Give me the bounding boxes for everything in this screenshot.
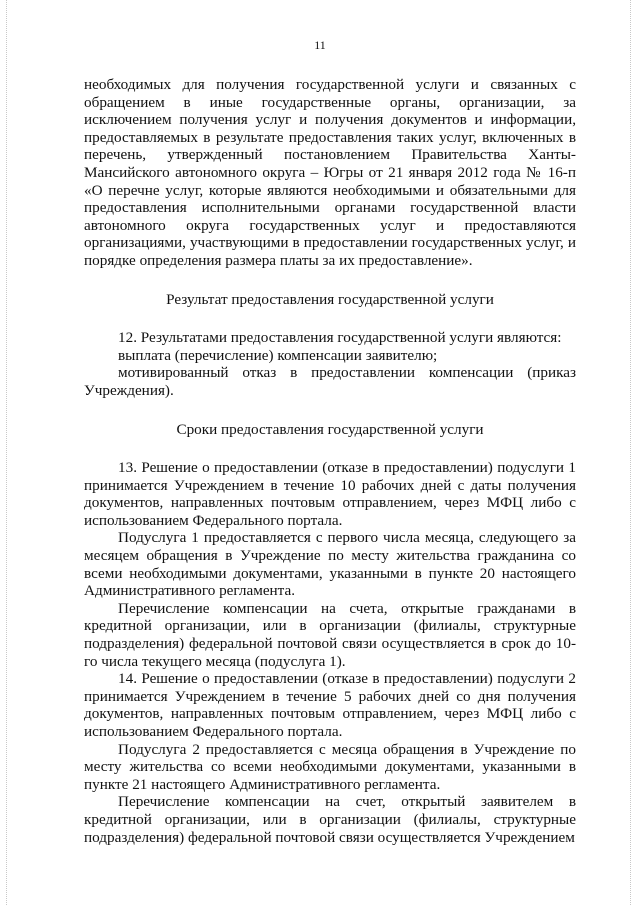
paragraph-12-item-a: выплата (перечисление) компенсации заявителю; — [118, 346, 438, 364]
section-heading-result: Результат предоставления государственной услуги — [166, 290, 494, 308]
left-scan-edge — [6, 0, 8, 905]
paragraph-13-b: Перечисление компенсации на счета, открытые гражданами в кредитной организации, или в организации (филиалы, структурные подразделения) федеральной почтовой связи осуществляется в срок до 10-го числа текущего месяца (подуслуга 1). — [84, 599, 576, 670]
paragraph-13: 13. Решение о предоставлении (отказе в предоставлении) подуслуги 1 принимается Учреждением в течение 10 рабочих дней с даты получения документов, направленных почтовым отправлением, через МФЦ либо с использованием Федерального портала. — [84, 459, 576, 529]
page-number: 11 — [314, 38, 326, 52]
paragraph-12: 12. Результатами предоставления государственной услуги являются: — [118, 329, 562, 347]
paragraph-12-item-b: мотивированный отказ в предоставлении компенсации (приказ Учреждения). — [84, 364, 576, 399]
paragraph-14-b: Перечисление компенсации на счет, открытый заявителем в кредитной организации, или в организации (филиалы, структурные подразделения) федеральной почтовой связи осуществляется Учреждением — [84, 793, 576, 846]
paragraph-intro: необходимых для получения государственной услуги и связанных с обращением в иные государственные органы, организации, за исключением получения услуг и получения документов и информации, предоставляемых в результате предоставления таких услуг, включенных в перечень, утвержденный постановлением Правительства Ханты-Мансийского автономного округа – Югры от 21 января 2012 года № 16-п «О перечне услуг, которые являются необходимыми и обязательными для предоставления исполнительными органами государственной власти автономного округа государственных услуг и предоставляются организациями, участвующими в предоставлении государственных услуг, и порядке определения размера платы за их предоставление». — [84, 76, 576, 269]
right-scan-edge — [630, 0, 632, 905]
document-body — [84, 76, 576, 846]
paragraph-13-a: Подуслуга 1 предоставляется с первого числа месяца, следующего за месяцем обращения в Учреждение по месту жительства гражданина со всеми необходимыми документами, указанными в пункте 20 настоящего Административного регламента. — [84, 529, 576, 600]
paragraph-14-a: Подуслуга 2 предоставляется с месяца обращения в Учреждение по месту жительства со всеми необходимыми документами, указанными в пункте 21 настоящего Административного регламента. — [84, 740, 576, 793]
section-heading-terms: Сроки предоставления государственной услуги — [176, 420, 484, 438]
paragraph-14: 14. Решение о предоставлении (отказе в предоставлении) подуслуги 2 принимается Учреждением в течение 5 рабочих дней со дня получения документов, направленных почтовым отправлением, через МФЦ либо с использованием Федерального портала. — [84, 670, 576, 740]
